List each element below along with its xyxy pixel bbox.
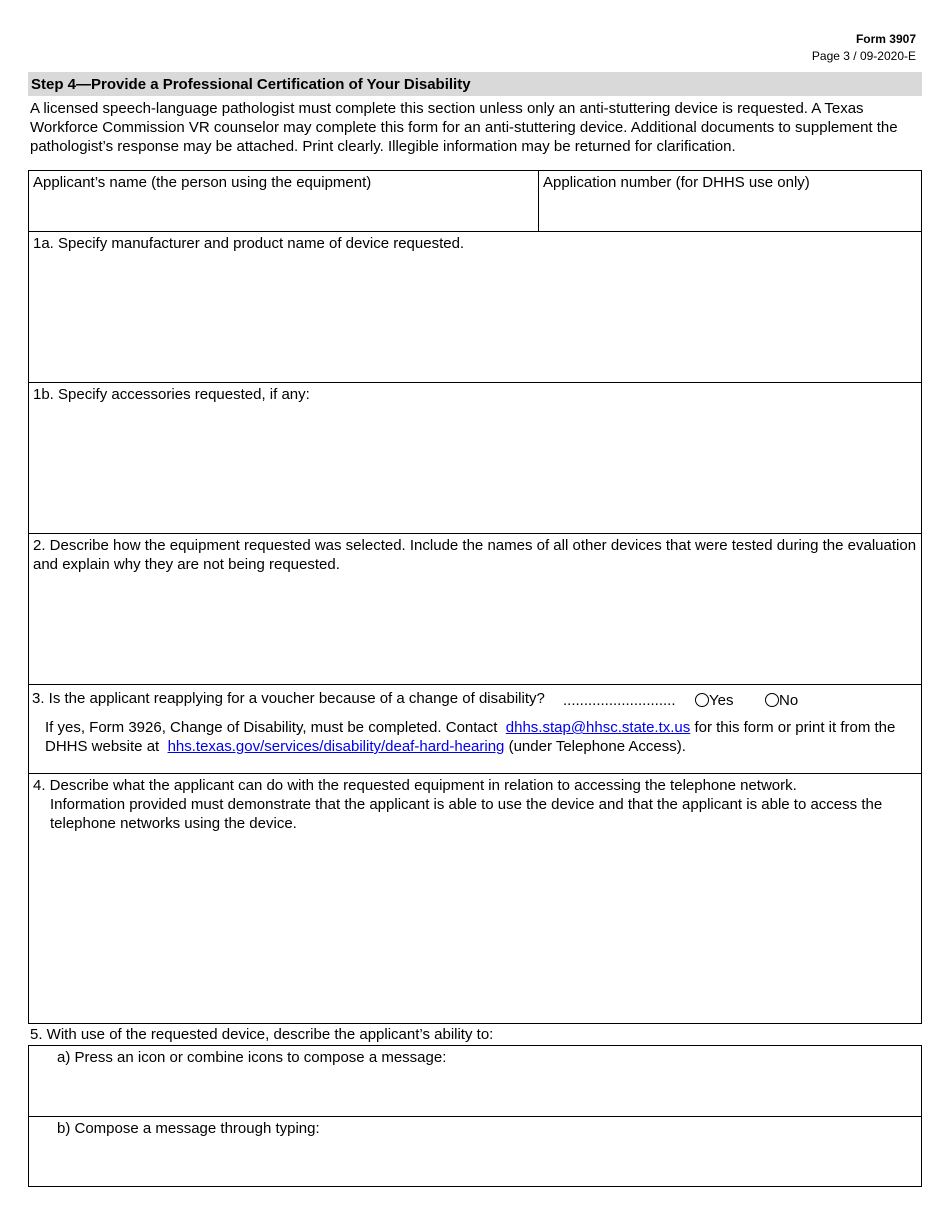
no-radio-icon[interactable] <box>765 693 779 707</box>
q4-line2: Information provided must demonstrate that the applicant is able to use the device and that the applicant is able to access the telephone networks using the device. <box>50 796 883 832</box>
q1b-field[interactable] <box>28 382 922 534</box>
email-link[interactable]: dhhs.stap@hhsc.state.tx.us <box>505 719 691 736</box>
q3-leader-dots: ........................... <box>563 692 676 709</box>
q3-yes-label: Yes <box>709 692 734 709</box>
q3-question: 3. Is the applicant reapplying for a voucher because of a change of disability? <box>32 690 545 707</box>
step-intro: A licensed speech-language pathologist must complete this section unless only an anti-stuttering device is requested. A Texas Workforce Commission VR counselor may complete this form for an anti-stuttering device. Additional documents to supplement the pathologist’s response may be attached. Print clearly. Illegible information may be returned for clarification. <box>30 100 898 155</box>
q5b-field[interactable] <box>28 1116 922 1187</box>
q3-no-option[interactable] <box>765 691 798 710</box>
q4-line1: 4. Describe what the applicant can do with the requested equipment in relation to accessing the telephone network. <box>33 777 797 794</box>
website-link[interactable]: hhs.texas.gov/services/disability/deaf-hard-hearing <box>167 738 505 755</box>
q2-field[interactable] <box>28 533 922 685</box>
q3-note-part2: for this form or print it from the DHHS website at <box>45 719 896 755</box>
q2-label: 2. Describe how the equipment requested was selected. Include the names of all other devices that were tested during the evaluation and explain why they are not being requested. <box>33 537 917 573</box>
q3-yes-option[interactable] <box>695 691 733 710</box>
q1a-field[interactable] <box>28 231 922 383</box>
q4-field[interactable] <box>28 773 922 1024</box>
form-number: Form 3907 <box>855 32 916 46</box>
q3-note <box>45 718 921 756</box>
applicant-name-field[interactable] <box>28 170 539 232</box>
step-title: Step 4—Provide a Professional Certification of Your Disability <box>28 72 922 96</box>
q3-note-part1: If yes, Form 3926, Change of Disability, must be completed. Contact <box>45 719 498 736</box>
applicant-name-label: Applicant’s name (the person using the equipment) <box>33 174 372 191</box>
q5-label: 5. With use of the requested device, describe the applicant’s ability to: <box>30 1026 494 1043</box>
application-number-label: Application number (for DHHS use only) <box>543 174 810 191</box>
page-info: Page 3 / 09-2020-E <box>811 49 916 63</box>
q5b-label: b) Compose a message through typing: <box>57 1120 320 1137</box>
application-number-field[interactable] <box>538 170 922 232</box>
q3-note-part3: (under Telephone Access). <box>508 738 686 755</box>
q1a-label: 1a. Specify manufacturer and product name of device requested. <box>33 235 465 252</box>
q1b-label: 1b. Specify accessories requested, if any: <box>33 386 310 403</box>
yes-radio-icon[interactable] <box>695 693 709 707</box>
q5a-label: a) Press an icon or combine icons to compose a message: <box>57 1049 447 1066</box>
q3-no-label: No <box>779 692 799 709</box>
q5a-field[interactable] <box>28 1045 922 1117</box>
q3-section <box>28 684 922 774</box>
